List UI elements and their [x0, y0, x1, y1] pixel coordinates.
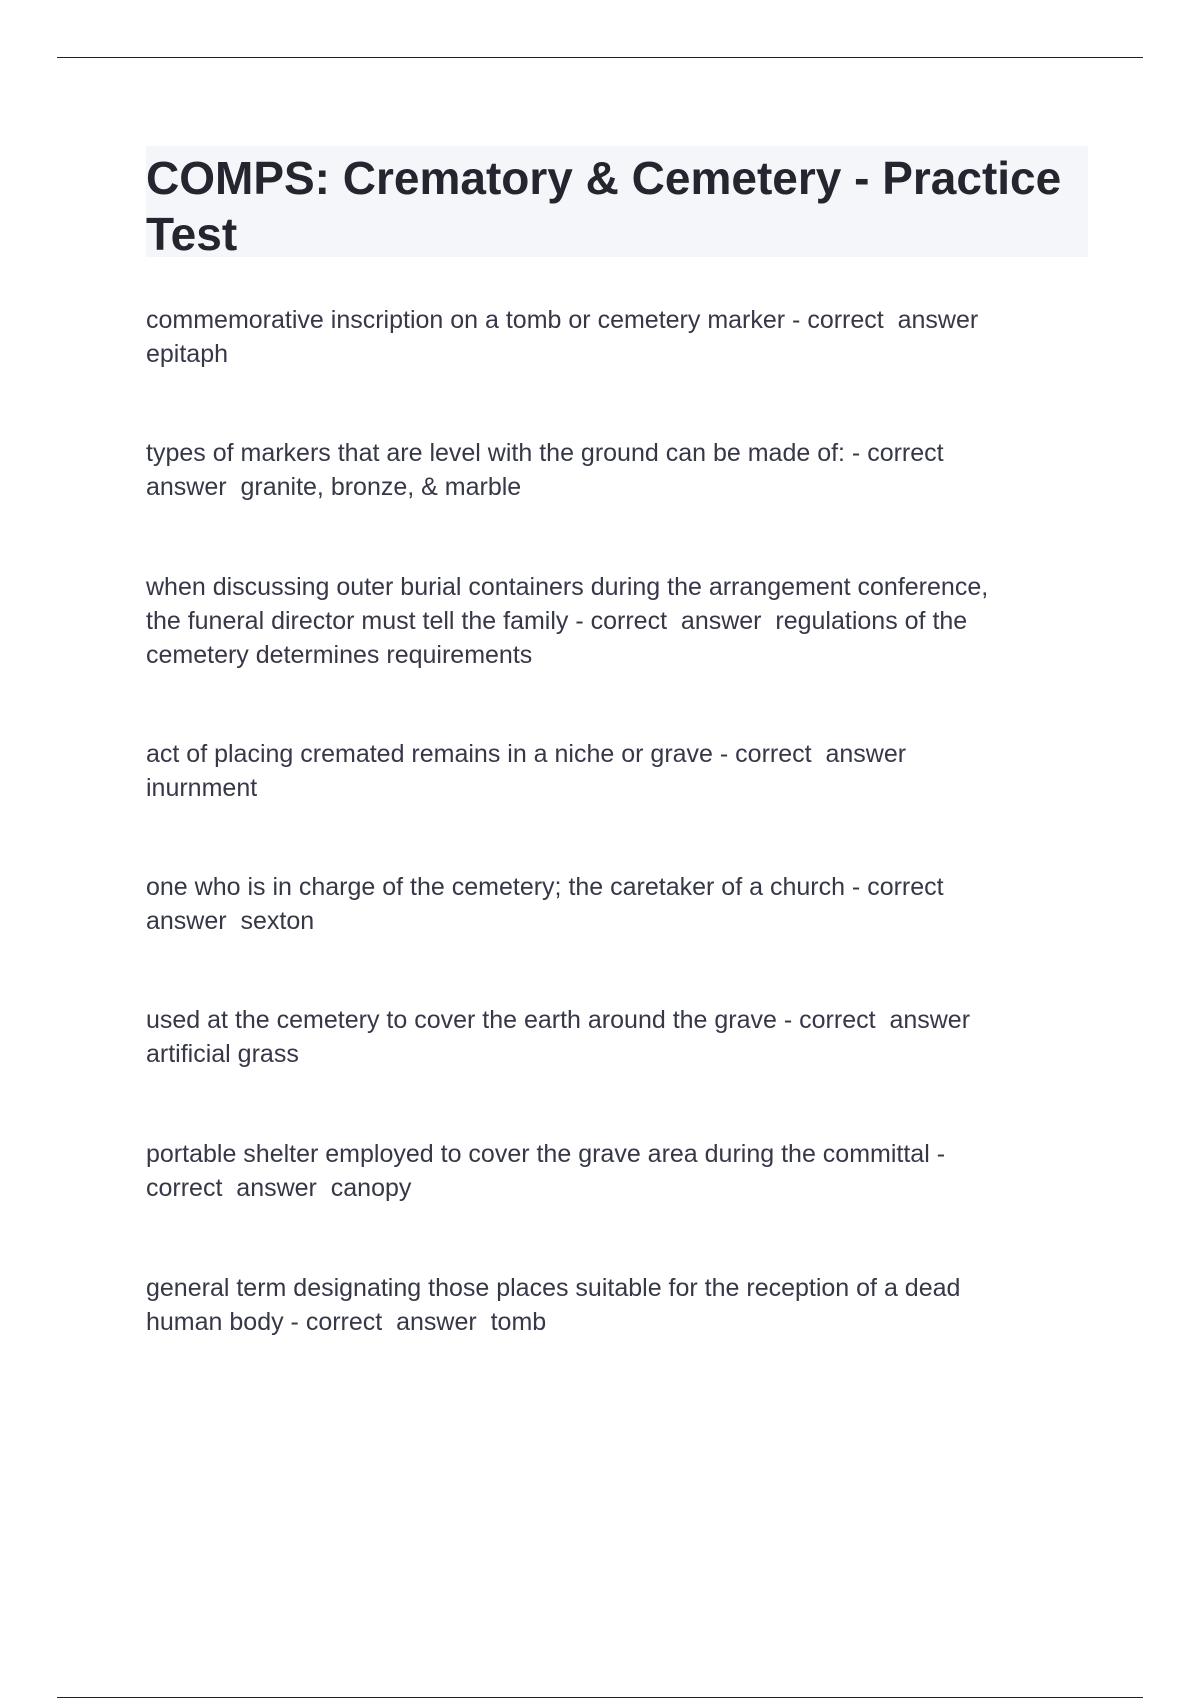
list-item: types of markers that are level with the ground can be made of: - correct answer granite, bronze, & marble [146, 439, 944, 501]
list-item: act of placing cremated remains in a niche or grave - correct answer inurnment [146, 740, 907, 802]
list-item: commemorative inscription on a tomb or cemetery marker - correct answer epitaph [146, 306, 979, 368]
list-item: portable shelter employed to cover the grave area during the committal - correct answer canopy [146, 1140, 946, 1202]
list-item: one who is in charge of the cemetery; the caretaker of a church - correct answer sexton [146, 873, 944, 935]
bottom-rule [57, 1697, 1143, 1698]
page-title: COMPS: Crematory & Cemetery - Practice Test [146, 152, 1062, 260]
top-rule [57, 57, 1143, 58]
list-item: when discussing outer burial containers during the arrangement conference, the funeral director must tell the family - correct answer regulations of the cemetery determines requirements [146, 573, 989, 669]
list-item: general term designating those places suitable for the reception of a dead human body - correct answer tomb [146, 1274, 961, 1336]
list-item: used at the cemetery to cover the earth around the grave - correct answer artificial grass [146, 1006, 971, 1068]
title-block [146, 146, 1088, 260]
